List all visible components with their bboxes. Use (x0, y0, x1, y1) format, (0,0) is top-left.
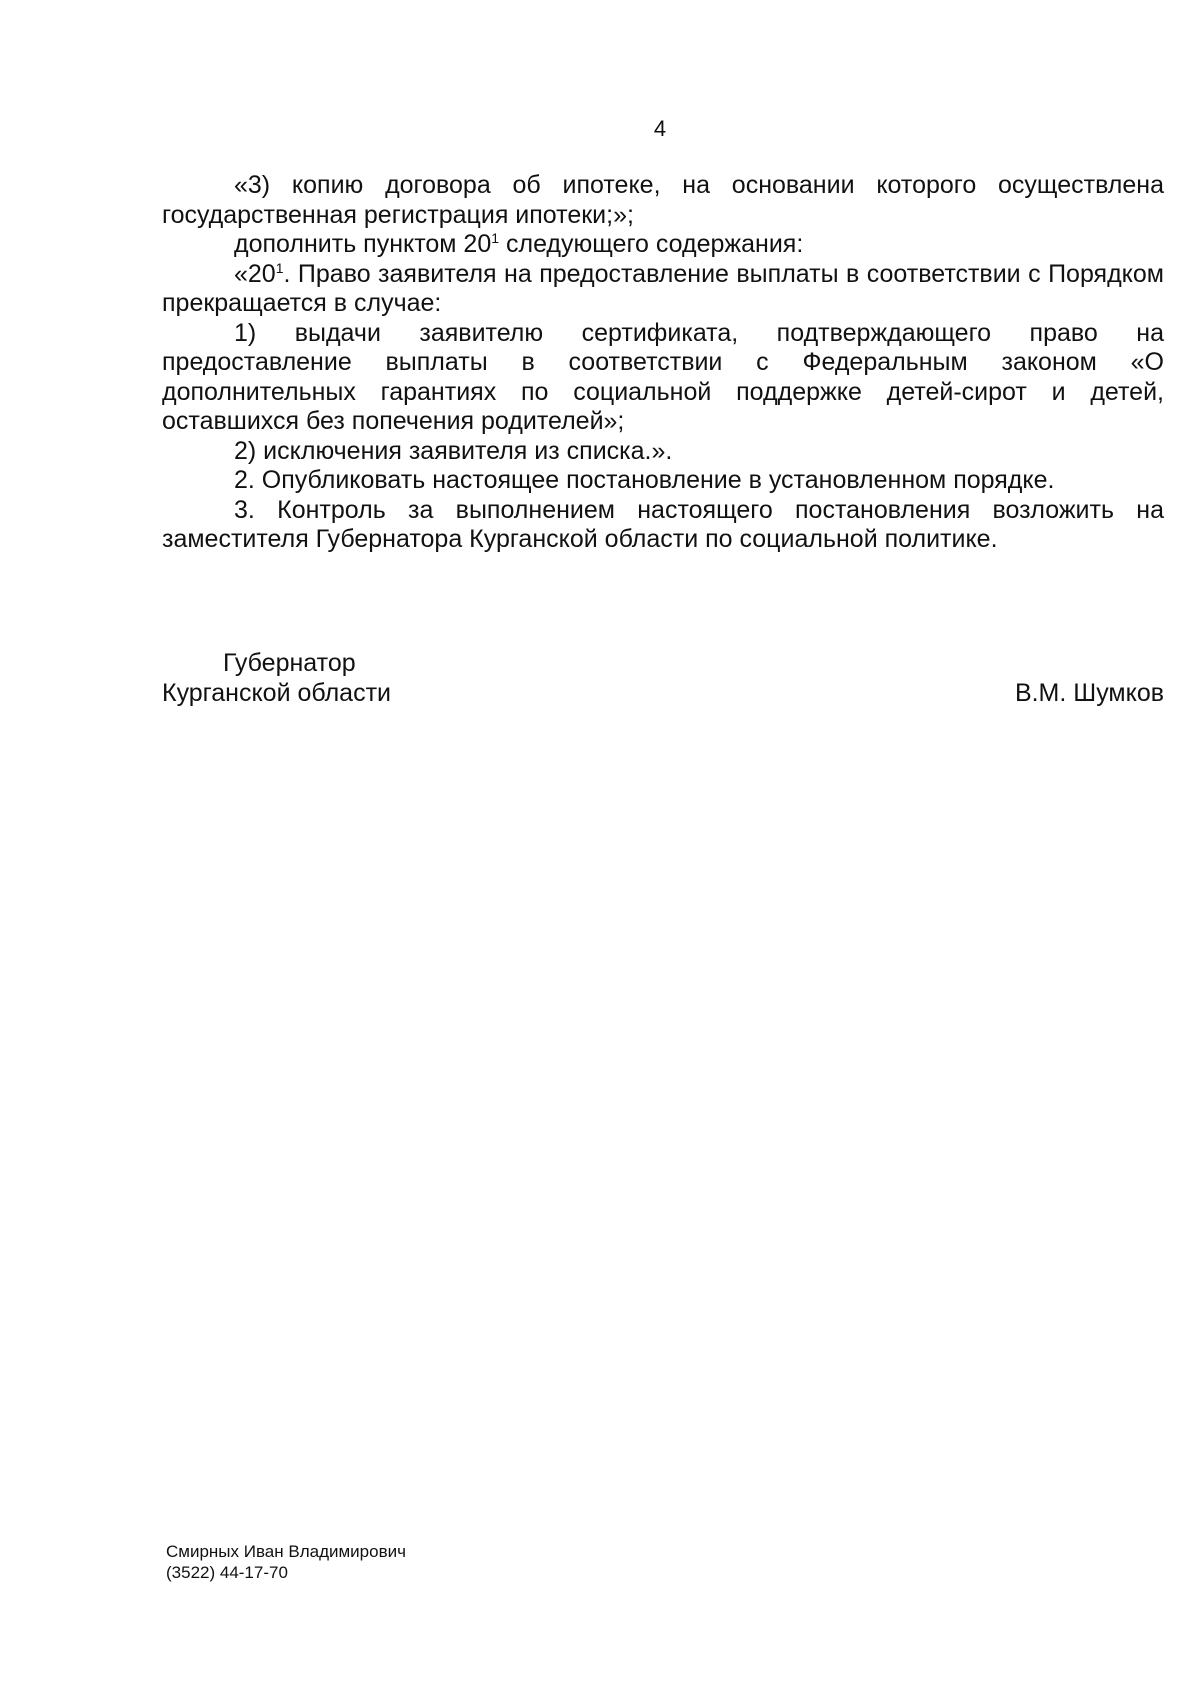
paragraph-mortgage-contract: «3) копию договора об ипотеке, на основании которого осуществлена государственная регистрация ипотеки;»; (162, 171, 1164, 229)
paragraph-subitem-2: 2) исключения заявителя из списка.». (234, 436, 673, 465)
superscript-index: 1 (275, 259, 284, 276)
paragraph-add-point (162, 230, 1164, 260)
paragraph-item-2-publish: 2. Опубликовать настоящее постановление в установленном порядке. (234, 466, 1055, 494)
signature-block (162, 649, 1164, 708)
paragraph-point-20-1 (162, 260, 1164, 319)
signature-title-line1: Губернатор (223, 649, 356, 677)
paragraph-add-point-after: следующего содержания: (499, 230, 804, 258)
executor-name: Смирных Иван Владимирович (166, 1542, 406, 1561)
paragraph-add-point-before: дополнить пунктом 20 (234, 230, 492, 258)
paragraph-subitem-1: 1) выдачи заявителю сертификата, подтверждающего право на предоставление выплаты в соответствии с Федеральным законом «О дополнительных гарантиях по социальной поддержке детей-сирот и детей, оставшихся без попечения родителей»; (162, 318, 1164, 435)
signatory-name: В.М. Шумков (1014, 678, 1164, 707)
paragraph-point-20-1-after: . Право заявителя на предоставление выплаты в соответствии с Порядком прекращается в случае: (162, 259, 1164, 317)
superscript-index: 1 (491, 230, 500, 246)
paragraph-point-20-1-before: «20 (234, 259, 276, 288)
signature-row (162, 679, 1164, 709)
paragraph-item-3-control: 3. Контроль за выполнением настоящего постановления возложить на заместителя Губернатора Курганской области по социальной политике. (162, 495, 1164, 553)
document-body (162, 171, 1164, 555)
page-number: 4 (653, 116, 667, 141)
executor-footer (166, 1541, 406, 1583)
signature-title-line2: Курганской области (162, 678, 392, 707)
executor-phone: (3522) 44-17-70 (166, 1563, 288, 1582)
